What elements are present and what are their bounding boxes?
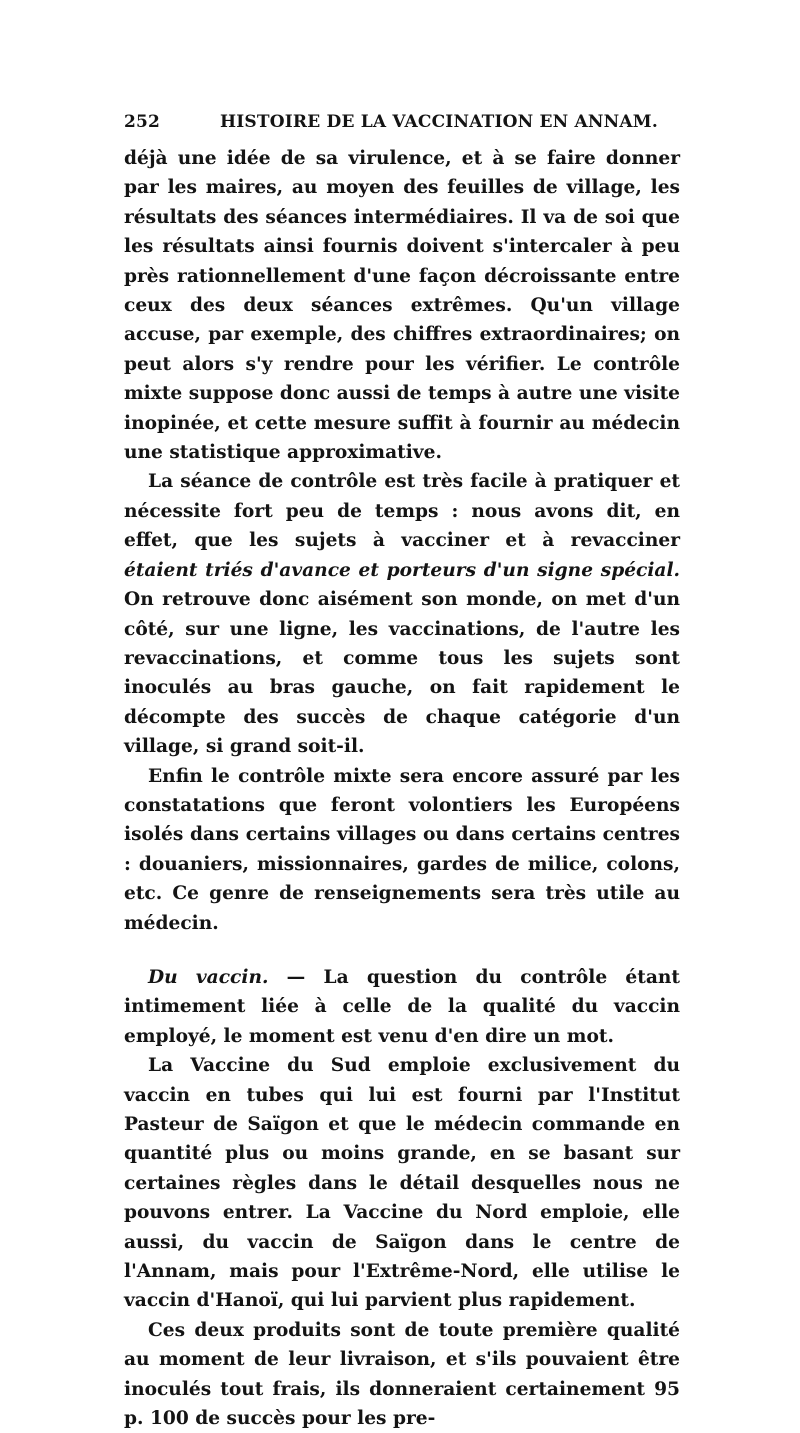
page-number: 252 [124, 112, 161, 132]
section-heading: Du vaccin. [148, 966, 269, 988]
paragraph-mixed-control: Enfin le contrôle mixte sera encore assuré par les constatations que feront volontiers les Européens isolés dans certains villages ou dans certains centres : douaniers, missionnaires, gardes de milice, colons, etc. Ce genre de renseignements sera très utile au médecin. [124, 765, 680, 934]
paragraph-du-vaccin [124, 963, 680, 1051]
paragraph-control-session [124, 467, 680, 761]
paragraph-continued: déjà une idée de sa virulence, et à se faire donner par les maires, au moyen des feuilles de village, les résultats des séances intermédiaires. Il va de soi que les résultats ainsi fournis doivent s'intercaler à peu près rationnellement d'une façon décroissante entre ceux des deux séances extrêmes. Qu'un village accuse, par exemple, des chiffres extraordinaires; on peut alors s'y rendre pour les vérifier. Le contrôle mixte suppose donc aussi de temps à autre une visite inopinée, et cette mesure suffit à fournir au médecin une statistique approximative. [124, 148, 680, 464]
paragraph-text: La séance de contrôle est très facile à pratiquer et nécessite fort peu de temps : nous avons dit, en effet, que les sujets à vacciner et à revacciner [124, 471, 680, 552]
italic-phrase: étaient triés d'avance et porteurs d'un signe spécial. [124, 559, 680, 581]
running-head [124, 112, 680, 144]
paragraph-two-products: Ces deux produits sont de toute première qualité au moment de leur livraison, et s'ils pouvaient être inoculés tout frais, ils donneraient certainement 95 p. 100 de succès pour les pre- [124, 1319, 680, 1430]
book-page [124, 112, 680, 1433]
paragraph-text: On retrouve donc aisément son monde, on met d'un côté, sur une ligne, les vaccinations, de l'autre les revaccinations, et comme tous les sujets sont inoculés au bras gauche, on fait rapidement le décompte des succès de chaque catégorie d'un village, si grand soit-il. [124, 589, 680, 758]
section-gap [124, 938, 680, 963]
body-text [124, 144, 680, 1433]
paragraph-text: — La question du contrôle étant intimement liée à celle de la qualité du vaccin employé, le moment est venu d'en dire un mot. [124, 966, 680, 1047]
paragraph-vaccine-sud: La Vaccine du Sud emploie exclusivement du vaccin en tubes qui lui est fourni par l'Institut Pasteur de Saïgon et que le médecin commande en quantité plus ou moins grande, en se basant sur certaines règles dans le détail desquelles nous ne pouvons entrer. La Vaccine du Nord emploie, elle aussi, du vaccin de Saïgon dans le centre de l'Annam, mais pour l'Extrême-Nord, elle utilise le vaccin d'Hanoï, qui lui parvient plus rapidement. [124, 1055, 680, 1312]
running-title: HISTOIRE DE LA VACCINATION EN ANNAM. [220, 112, 658, 132]
